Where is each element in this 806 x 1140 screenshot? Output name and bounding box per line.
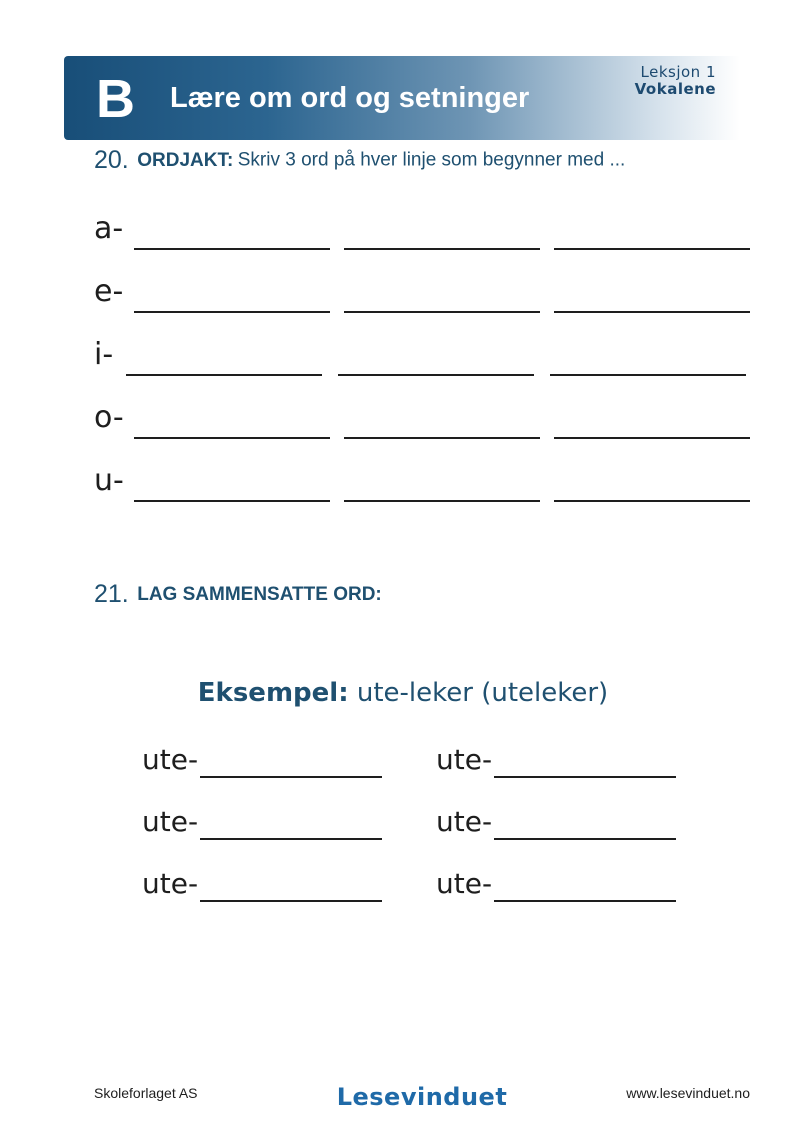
word-hunt-row [94, 399, 764, 439]
answer-blank[interactable] [200, 900, 382, 902]
answer-blank[interactable] [494, 776, 676, 778]
answer-blank[interactable] [134, 311, 330, 313]
example-text: ute-leker (uteleker) [356, 678, 609, 708]
task-number: 21. [94, 580, 129, 608]
answer-blank[interactable] [134, 500, 330, 502]
vowel-prefix: i- [94, 337, 114, 372]
compound-prefix: ute- [142, 743, 199, 776]
lesson-label: Leksjon 1 [640, 63, 716, 81]
compound-word-item [436, 800, 696, 840]
answer-blank[interactable] [126, 374, 322, 376]
answer-blank[interactable] [494, 900, 676, 902]
answer-blank[interactable] [554, 311, 750, 313]
compound-word-item [436, 738, 696, 778]
word-hunt-row [94, 210, 764, 250]
answer-blank[interactable] [494, 838, 676, 840]
vowel-prefix: a- [94, 211, 124, 246]
lesson-topic: Vokalene [634, 80, 716, 98]
page-title: Lære om ord og setninger [170, 82, 530, 114]
compound-word-item [142, 862, 402, 902]
compound-prefix: ute- [142, 805, 199, 838]
vowel-prefix: u- [94, 463, 124, 498]
answer-blank[interactable] [200, 776, 382, 778]
answer-blank[interactable] [134, 248, 330, 250]
vowel-prefix: e- [94, 274, 124, 309]
answer-blank[interactable] [344, 311, 540, 313]
example-line [0, 678, 806, 708]
task-number: 20. [94, 146, 129, 174]
answer-blank[interactable] [554, 500, 750, 502]
vowel-prefix: o- [94, 400, 124, 435]
word-hunt-row [94, 336, 764, 376]
answer-blank[interactable] [550, 374, 746, 376]
compound-word-item [142, 800, 402, 840]
answer-blank[interactable] [554, 248, 750, 250]
lesevinduet-logo: Lesevinduet [336, 1083, 508, 1111]
lesson-info [635, 64, 716, 98]
task-keyword: ORDJAKT: [137, 149, 234, 171]
task-20-heading [94, 146, 625, 175]
answer-blank[interactable] [134, 437, 330, 439]
task-instruction: Skriv 3 ord på hver linje som begynner med ... [237, 149, 626, 171]
answer-blank[interactable] [554, 437, 750, 439]
answer-blank[interactable] [344, 500, 540, 502]
word-hunt-row [94, 462, 764, 502]
compound-prefix: ute- [436, 867, 493, 900]
word-hunt-row [94, 273, 764, 313]
task-21-heading [94, 580, 382, 609]
compound-prefix: ute- [436, 743, 493, 776]
website-link[interactable]: www.lesevinduet.no [626, 1085, 750, 1101]
answer-blank[interactable] [200, 838, 382, 840]
task-keyword: LAG SAMMENSATTE ORD: [137, 583, 382, 605]
example-label: Eksempel: [197, 678, 349, 708]
answer-blank[interactable] [344, 248, 540, 250]
section-letter: B [96, 69, 135, 129]
compound-word-item [436, 862, 696, 902]
compound-prefix: ute- [436, 805, 493, 838]
compound-word-item [142, 738, 402, 778]
answer-blank[interactable] [344, 437, 540, 439]
publisher-name: Skoleforlaget AS [94, 1085, 198, 1101]
compound-prefix: ute- [142, 867, 199, 900]
answer-blank[interactable] [338, 374, 534, 376]
